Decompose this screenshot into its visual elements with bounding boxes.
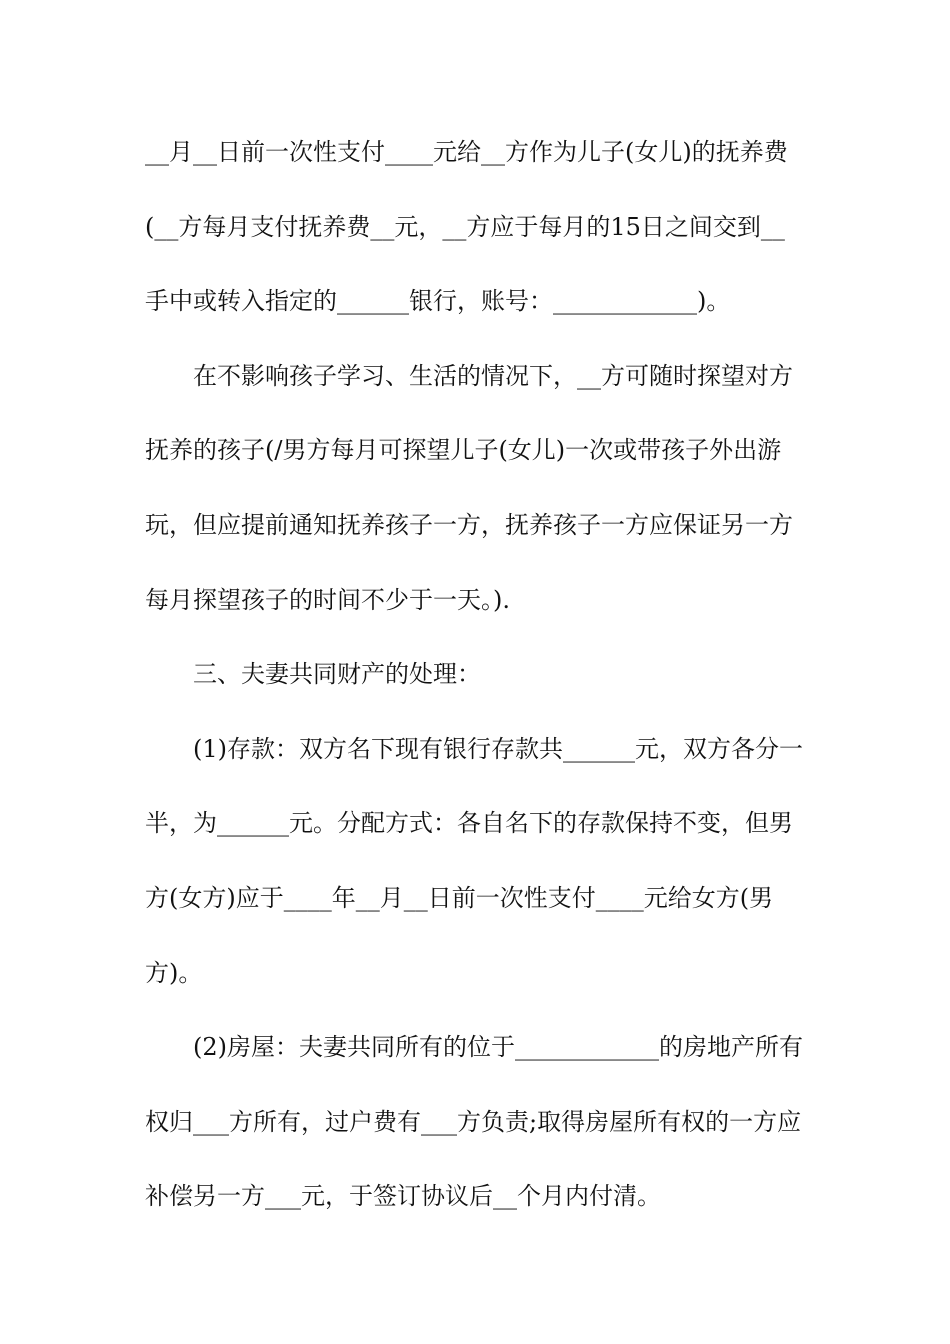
text-line: (__方每月支付抚养费__元，__方应于每月的15日之间交到__: [145, 212, 785, 241]
paragraph-start-line: 在不影响孩子学习、生活的情况下，__方可随时探望对方: [193, 361, 793, 390]
paragraph-start-line: (1)存款：双方名下现有银行存款共______元，双方各分一: [193, 734, 803, 763]
text-line: 半，为______元。分配方式：各自名下的存款保持不变，但男: [145, 809, 793, 838]
text-line: __月__日前一次性支付____元给__方作为儿子(女儿)的抚养费: [145, 138, 788, 166]
section-heading: 三、夫妻共同财产的处理：: [193, 660, 481, 689]
text-line: 方(女方)应于____年__月__日前一次性支付____元给女方(男: [145, 883, 774, 912]
text-line: 抚养的孩子(/男方每月可探望儿子(女儿)一次或带孩子外出游: [145, 436, 782, 465]
text-line: 玩，但应提前通知抚养孩子一方，抚养孩子一方应保证另一方: [145, 510, 793, 539]
text-line: 权归___方所有，过户费有___方负责;取得房屋所有权的一方应: [145, 1107, 802, 1136]
document-body: [145, 128, 810, 1247]
text-line: 方)。: [145, 958, 203, 987]
paragraph-start-line: (2)房屋：夫妻共同所有的位于____________的房地产所有: [193, 1033, 803, 1062]
text-line: 补偿另一方___元，于签订协议后__个月内付清。: [145, 1182, 661, 1211]
text-line: 手中或转入指定的______银行，账号：____________)。: [145, 287, 731, 316]
text-line: 每月探望孩子的时间不少于一天。).: [145, 585, 510, 614]
